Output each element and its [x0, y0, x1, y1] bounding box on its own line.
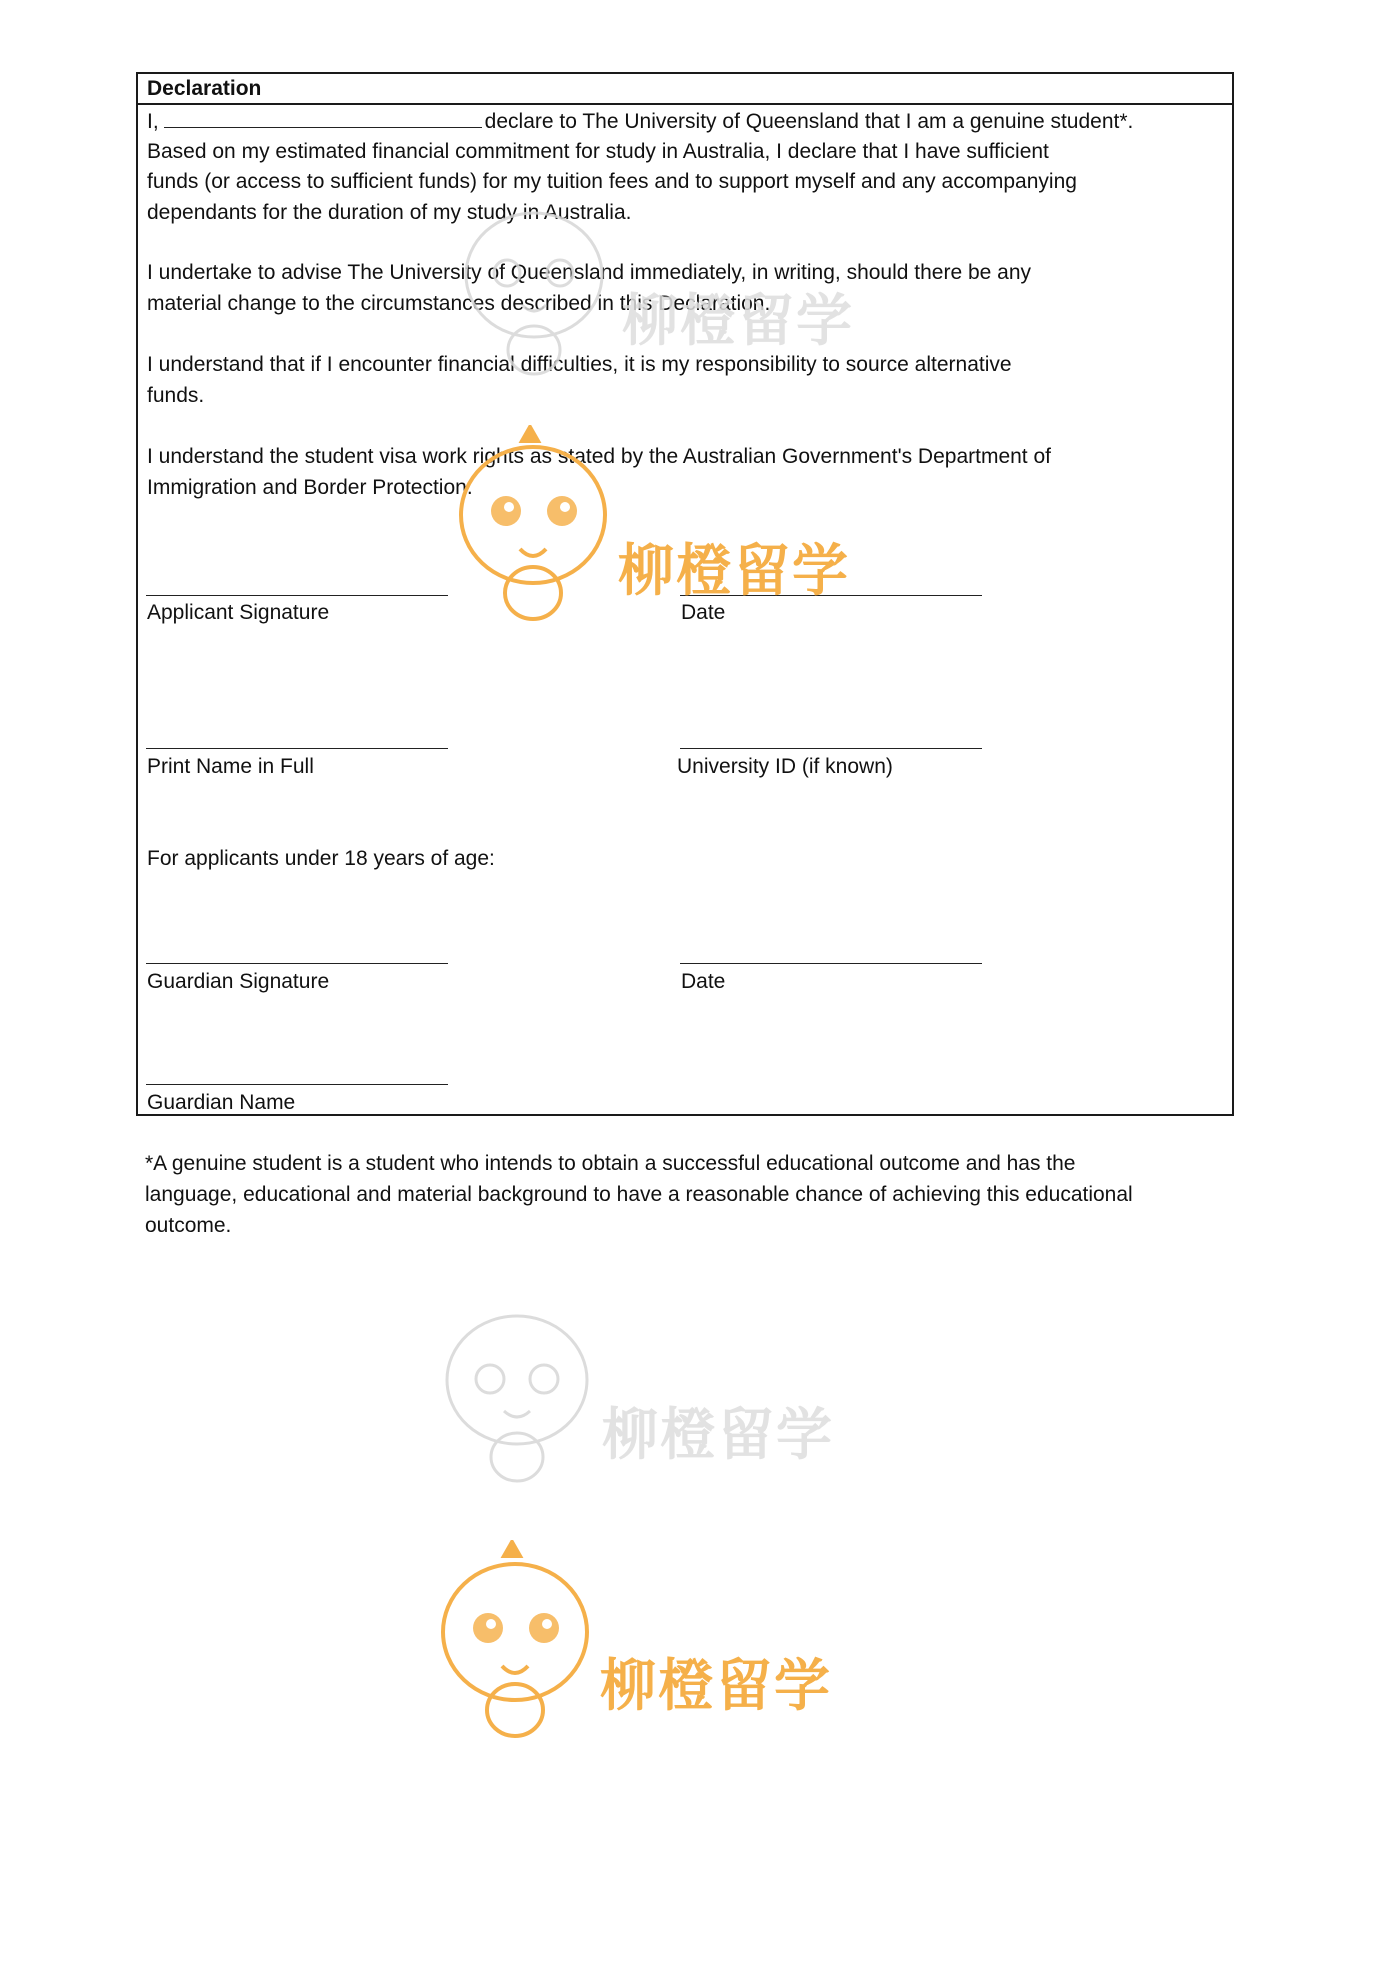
date-label-1: Date — [681, 601, 726, 624]
footnote-line2: language, educational and material background to have a reasonable chance of achieving this educational — [145, 1183, 1133, 1206]
para2-line1: I undertake to advise The University of Queensland immediately, in writing, should there be any — [147, 261, 1032, 284]
footnote-line1: *A genuine student is a student who intends to obtain a successful educational outcome and has the — [145, 1152, 1076, 1175]
university-id-line[interactable] — [680, 748, 982, 749]
guardian-name-line[interactable] — [146, 1084, 448, 1085]
para3-line2: funds. — [147, 384, 205, 407]
guardian-signature-label: Guardian Signature — [147, 970, 330, 993]
footnote — [145, 1148, 1133, 1241]
mascot-icon — [440, 1540, 600, 1740]
watermark-text: 柳橙留学 — [602, 1403, 834, 1468]
para1-line1-rest: declare to The University of Queensland that I am a genuine student*. — [484, 110, 1134, 133]
para4-line2: Immigration and Border Protection. — [147, 476, 473, 499]
footnote-line3: outcome. — [145, 1214, 232, 1237]
watermark-text: 柳橙留学 — [618, 539, 850, 604]
para1-line3: funds (or access to sufficient funds) for my tuition fees and to support myself and any accompanying — [147, 170, 1077, 193]
watermark-logo-grey-2 — [442, 1295, 862, 1485]
para3-line1: I understand that if I encounter financial difficulties, it is my responsibility to source alternative — [147, 353, 1012, 376]
guardian-name-label: Guardian Name — [147, 1091, 296, 1114]
applicant-signature-line[interactable] — [146, 595, 448, 596]
print-name-line[interactable] — [146, 748, 448, 749]
para2-line2: material change to the circumstances described in this Declaration. — [147, 292, 771, 315]
date-label-2: Date — [681, 970, 726, 993]
watermark-logo-orange-2 — [440, 1540, 860, 1730]
para1-line1 — [147, 107, 1133, 138]
under-18-note: For applicants under 18 years of age: — [147, 847, 495, 870]
date-line-2[interactable] — [680, 963, 982, 964]
para1-lead: I, — [147, 110, 159, 133]
print-name-label: Print Name in Full — [147, 755, 314, 778]
para4-line1: I understand the student visa work rights as stated by the Australian Government's Department of — [147, 445, 1051, 468]
date-line-1[interactable] — [680, 595, 982, 596]
para1-line4: dependants for the duration of my study in Australia. — [147, 201, 632, 224]
para1-line2: Based on my estimated financial commitment for study in Australia, I declare that I have sufficient — [147, 140, 1049, 163]
declaration-title: Declaration — [138, 74, 1232, 105]
watermark-text: 柳橙留学 — [600, 1654, 832, 1719]
watermark-text: 柳橙留学 — [622, 289, 854, 354]
declaration-box — [136, 72, 1234, 1116]
applicant-signature-label: Applicant Signature — [147, 601, 330, 624]
guardian-signature-line[interactable] — [146, 963, 448, 964]
university-id-label: University ID (if known) — [677, 755, 893, 778]
mascot-icon — [442, 1295, 602, 1495]
name-blank-field[interactable] — [164, 109, 482, 128]
